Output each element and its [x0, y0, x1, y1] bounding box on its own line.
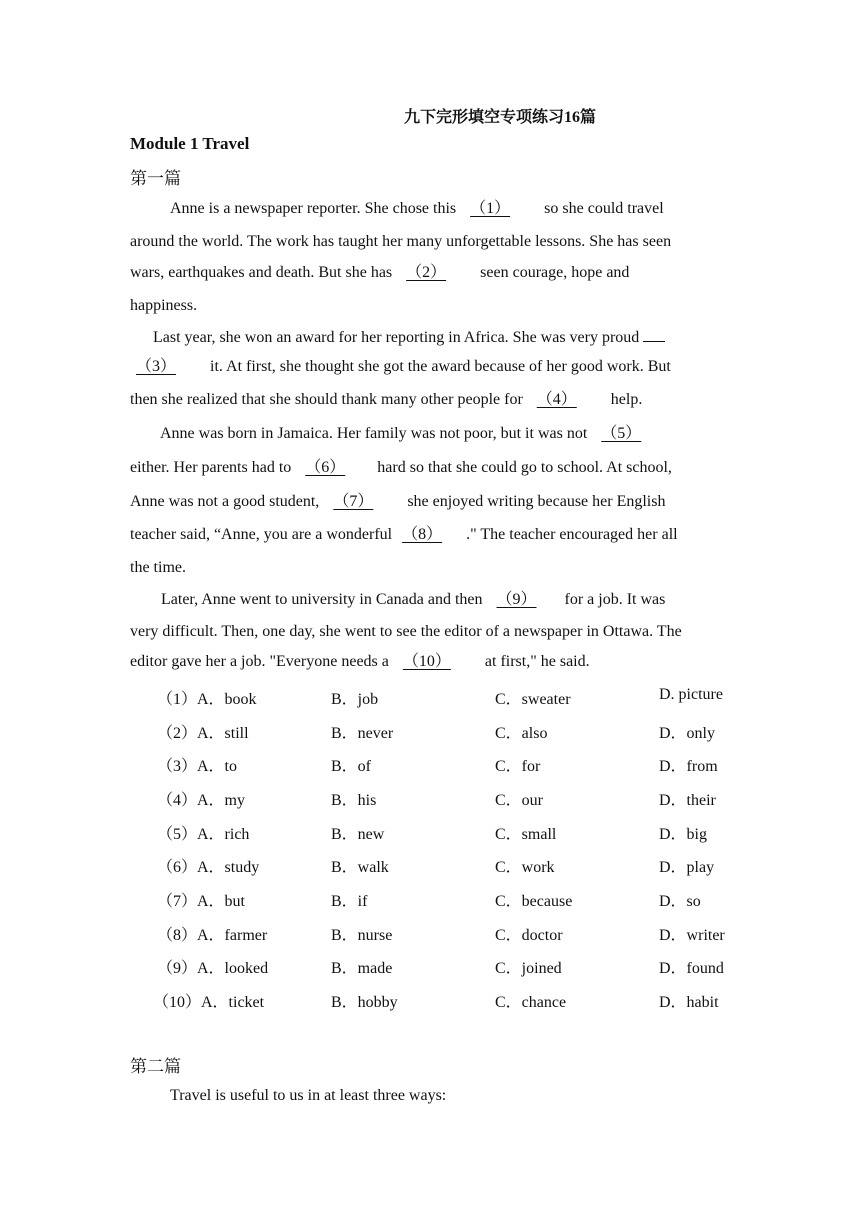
- passage-line: very difficult. Then, one day, she went to see the editor of a newspaper in Ottawa. The: [130, 623, 682, 640]
- blank-10: （10）: [402, 653, 451, 670]
- passage-line: teacher said, “Anne, you are a wonderful （8） ." The teacher encouraged her all: [130, 526, 678, 543]
- passage-line: around the world. The work has taught her many unforgettable lessons. She has seen: [130, 233, 672, 250]
- blank-3: （3）: [136, 358, 177, 375]
- option-a: （9）A．looked: [157, 960, 269, 977]
- option-a: （8）A．farmer: [157, 927, 268, 944]
- passage-line: Anne was born in Jamaica. Her family was not poor, but it was not （5）: [160, 424, 671, 444]
- passage-line: either. Her parents had to （6） hard so that she could go to school. At school,: [130, 459, 672, 476]
- blank-1: （1）: [470, 200, 511, 217]
- option-d: D．their: [659, 792, 716, 809]
- option-a: （2）A．still: [157, 725, 249, 742]
- blank-9: （9）: [496, 591, 537, 608]
- section-2-title: 第二篇: [130, 1057, 181, 1076]
- option-c: C．doctor: [495, 927, 563, 944]
- option-d: D．found: [659, 960, 724, 977]
- document-title: 九下完形填空专项练习16篇: [403, 109, 596, 126]
- option-c: C．chance: [495, 994, 567, 1011]
- option-a: （1）A．book: [157, 691, 257, 708]
- section-1-title: 第一篇: [130, 169, 181, 188]
- passage-line: the time.: [130, 559, 186, 576]
- passage-line: Anne is a newspaper reporter. She chose this （1） so she could travel: [170, 200, 664, 217]
- option-d: D．habit: [659, 994, 719, 1011]
- option-b: B．never: [331, 725, 394, 742]
- blank-2: （2）: [406, 264, 447, 281]
- blank-7: （7）: [333, 493, 374, 510]
- option-b: B．walk: [331, 859, 389, 876]
- option-d: D．writer: [659, 927, 725, 944]
- passage-line: editor gave her a job. "Everyone needs a （10） at first," he said.: [130, 653, 590, 670]
- blank-8: （8）: [402, 526, 443, 543]
- passage-2-line: Travel is useful to us in at least three ways:: [170, 1087, 447, 1104]
- option-b: B．nurse: [331, 927, 393, 944]
- option-b: B．made: [331, 960, 393, 977]
- blank-4: （4）: [536, 391, 577, 408]
- option-a: （4）A．my: [157, 792, 246, 809]
- option-a: （5）A．rich: [157, 826, 250, 843]
- option-c: C．sweater: [495, 691, 571, 708]
- passage-line: wars, earthquakes and death. But she has （2） seen courage, hope and: [130, 264, 630, 281]
- option-b: B．his: [331, 792, 377, 809]
- option-a: （10）A．ticket: [153, 994, 265, 1011]
- passage-line: then she realized that she should thank many other people for （4） help.: [130, 391, 643, 408]
- option-d: D．play: [659, 859, 715, 876]
- option-c: C．for: [495, 758, 541, 775]
- option-a: （3）A．to: [157, 758, 238, 775]
- option-a: （7）A．but: [157, 893, 246, 910]
- option-a: （6）A．study: [157, 859, 260, 876]
- passage-line: happiness.: [130, 297, 198, 314]
- option-b: B．of: [331, 758, 372, 775]
- passage-line: Last year, she won an award for her reporting in Africa. She was very proud: [153, 327, 665, 348]
- option-d: D．so: [659, 893, 701, 910]
- option-c: C．small: [495, 826, 557, 843]
- passage-line: Anne was not a good student, （7） she enjoyed writing because her English: [130, 493, 666, 510]
- passage-line: Later, Anne went to university in Canada and then （9） for a job. It was: [161, 591, 666, 608]
- option-c: C．our: [495, 792, 544, 809]
- option-d: D．from: [659, 758, 718, 775]
- option-d: D．big: [659, 826, 708, 843]
- option-c: C．work: [495, 859, 555, 876]
- option-d: D. picture: [659, 686, 723, 703]
- option-b: B．hobby: [331, 994, 398, 1011]
- option-c: C．joined: [495, 960, 562, 977]
- module-heading: Module 1 Travel: [130, 134, 250, 153]
- option-d: D．only: [659, 725, 716, 742]
- option-b: B．job: [331, 691, 379, 708]
- blank-6: （6）: [305, 459, 346, 476]
- option-c: C．also: [495, 725, 548, 742]
- option-b: B．if: [331, 893, 368, 910]
- blank-5: （5）: [601, 425, 642, 442]
- option-c: C．because: [495, 893, 573, 910]
- option-b: B．new: [331, 826, 385, 843]
- passage-line: （3） it. At first, she thought she got the award because of her good work. But: [130, 357, 671, 377]
